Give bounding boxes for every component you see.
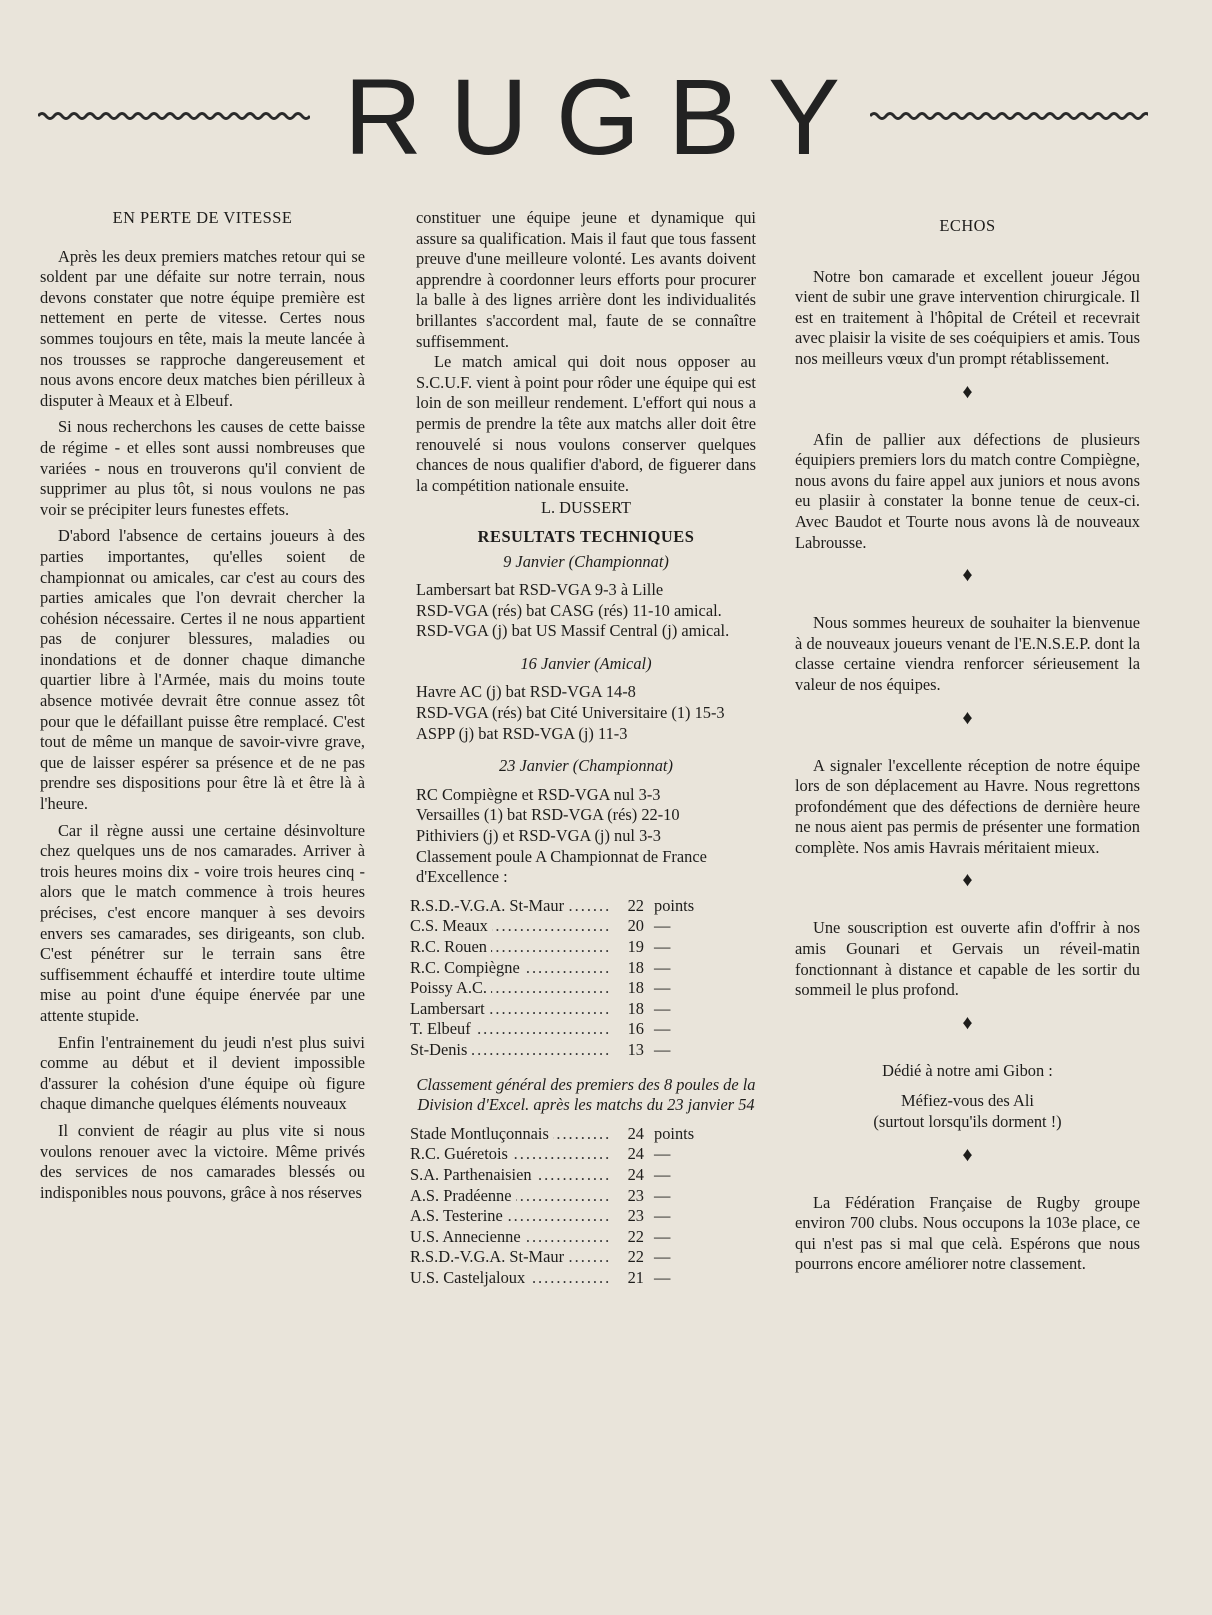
joke-line: (surtout lorsqu'ils dorment !) [873, 1112, 1062, 1132]
article-paragraph: Après les deux premiers matches retour qui se soldent par une défaite sur notre terrain, nous devons constater que notre équipe première est nettement en perte de vitesse. Certes nous sommes toujours en tête, mais la meute lancée à nos trousses se rapproche dangereusement et nous avons encore deux matches bien périlleux à disputer à Meaux et à Elbeuf. [40, 246, 365, 410]
points-unit: — [654, 957, 671, 977]
team-name: A.S. Pradéenne [410, 1186, 516, 1205]
team-name: Poissy A.C. [410, 978, 491, 997]
table-row [410, 1206, 714, 1227]
article-paragraph: Le match amical qui doit nous opposer au S.C.U.F. vient à point pour rôder une équipe qui est loin de son meilleur rendement. L'effort qui nous a permis de prendre la tête aux matchs aller doit être renouvelé si nous voulons conserver quelques chances de nous qualifier d'abord, de figuerer dans la compétition nationale ensuite. [416, 352, 756, 495]
points-unit: — [654, 937, 671, 956]
result-line: Versailles (1) bat RSD-VGA (rés) 22-10 [416, 805, 680, 825]
general-standings-intro: Classement général des premiers des 8 poules de la Division d'Excel. après les matchs du 23 janvier 54 [416, 1074, 756, 1115]
result-line: RSD-VGA (j) bat US Massif Central (j) amical. [416, 621, 730, 641]
column-results [410, 208, 756, 1303]
table-row [410, 896, 714, 917]
diamond-separator-icon: ♦ [962, 380, 973, 403]
team-name: A.S. Testerine [410, 1206, 507, 1225]
team-name: St-Denis [410, 1040, 471, 1059]
echo-item: Nous sommes heureux de souhaiter la bienvenue à de nouveaux joueurs venant de l'E.N.S.E.P. dont la classe certaine viendra renforcer sérieusement la valeur de nos équipes. [795, 613, 1140, 694]
table-row [410, 1165, 714, 1186]
result-group [416, 580, 756, 642]
points-unit: — [654, 1164, 671, 1184]
diamond-separator-icon: ♦ [962, 1011, 973, 1034]
result-group [416, 785, 756, 847]
team-name: R.C. Guéretois [410, 1144, 512, 1163]
article-paragraph: constituer une équipe jeune et dynamique qui assure sa qualification. Mais il faut que tous fassent preuve d'une meilleure volonté. Les avants doivent apprendre à coordonner leurs efforts pour procurer la balle à des lignes arrière dont les individualités brillantes s'accordent mal, faute de se connaître suffisemment. [416, 208, 756, 351]
points-unit: — [654, 1039, 671, 1059]
team-points: 22 [627, 1247, 644, 1267]
pool-standings-intro: Classement poule A Championnat de France d'Excellence : [416, 846, 707, 887]
article-paragraph: Car il règne aussi une certaine désinvolture chez quelques uns de nos camarades. Arriver à trois heures moins dix - voire trois heures cinq - alors que le match commence à trois heures précises, c'est encore manquer à ses devoirs envers ses camarades, ses dirigeants, son club. C'est pénétrer sur le terrain sans être suffisemment échauffé et interdire toute ultime mise au point d'une équipe énervée par une attente stupide. [40, 820, 365, 1025]
points-unit: — [654, 1019, 671, 1039]
result-line: Havre AC (j) bat RSD-VGA 14-8 [416, 682, 636, 702]
team-points: 22 [627, 895, 644, 915]
team-name: R.C. Rouen [410, 937, 491, 956]
points-unit: — [654, 1226, 671, 1246]
table-row [410, 1040, 714, 1061]
team-points: 24 [627, 1123, 644, 1143]
points-unit: — [654, 998, 671, 1018]
column-echos [795, 208, 1140, 1275]
points-unit: — [654, 1267, 671, 1287]
echo-item: Afin de pallier aux défections de plusieurs équipiers premiers lors du match contre Compiègne, nous avons du faire appel aux juniors et nous avons eu plasiir à constater la bonne tenue de ceux-ci. Avec Baudot et Tourte nous avons là de nouveaux Labrousse. [795, 429, 1140, 552]
general-standings-table [410, 1124, 714, 1289]
table-row [410, 916, 714, 937]
points-unit: — [654, 916, 671, 936]
table-row [410, 1019, 714, 1040]
diamond-separator-icon: ♦ [962, 706, 973, 729]
team-name: R.C. Compiègne [410, 958, 524, 977]
points-unit: points [654, 895, 695, 915]
team-name: Lambersart [410, 999, 489, 1018]
results-heading: RESULTATS TECHNIQUES [477, 526, 695, 546]
article-paragraph: Il convient de réagir au plus vite si nous voulons renouer avec la victoire. Même privés des services de nos camarades blessés ou indisponibles nous pouvons, grâce à nos réserves [40, 1120, 365, 1202]
article-paragraph: Enfin l'entrainement du jeudi n'est plus suivi comme au début et il devient impossible d'assurer la cohésion d'une équipe où figure chaque dimanche quelques éléments nouveaux [40, 1032, 365, 1114]
result-line: Lambersart bat RSD-VGA 9-3 à Lille [416, 580, 664, 600]
result-line: ASPP (j) bat RSD-VGA (j) 11-3 [416, 723, 628, 743]
result-date: 23 Janvier (Championnat) [499, 756, 673, 776]
team-name: R.S.D.-V.G.A. St-Maur [410, 1247, 568, 1266]
diamond-separator-icon: ♦ [962, 564, 973, 587]
echo-item: Une souscription est ouverte afin d'offrir à nos amis Gounari et Gervais un réveil-matin fonctionnant à distance et capable de les sortir du sommeil le plus profond. [795, 918, 1140, 1000]
result-date: 16 Janvier (Amical) [520, 653, 652, 673]
team-name: U.S. Annecienne [410, 1227, 525, 1246]
team-points: 24 [627, 1144, 644, 1164]
echo-item: Notre bon camarade et excellent joueur Jégou vient de subir une grave intervention chirurgicale. Il est en traitement à l'hôpital de Créteil et recevrait avec plaisir la visite de ses coéquipiers et amis. Tous nos meilleurs vœux d'un prompt rétablissement. [795, 266, 1140, 368]
team-name: Stade Montluçonnais [410, 1124, 553, 1143]
table-row [410, 1124, 714, 1145]
table-row [410, 1186, 714, 1207]
echo-item: A signaler l'excellente réception de notre équipe lors de son déplacement au Havre. Nous regrettons profondément que des défections de dernière heure ne nous aient pas permis de présenter une formation complète. Nos amis Havrais méritaient mieux. [795, 755, 1140, 857]
result-line: RSD-VGA (rés) bat Cité Universitaire (1) 15-3 [416, 703, 725, 723]
table-row [410, 1144, 714, 1165]
team-name: T. Elbeuf [410, 1019, 475, 1038]
table-row [410, 1247, 714, 1268]
author-signature: L. DUSSERT [540, 498, 632, 518]
echos-heading: ECHOS [939, 216, 996, 235]
team-points: 18 [627, 998, 644, 1018]
table-row [410, 1227, 714, 1248]
team-points: 18 [627, 978, 644, 998]
team-points: 24 [627, 1164, 644, 1184]
points-unit: — [654, 1247, 671, 1267]
diamond-separator-icon: ♦ [962, 1143, 973, 1166]
points-unit: — [654, 1144, 671, 1164]
team-points: 16 [627, 1019, 644, 1039]
masthead [0, 56, 1212, 177]
team-points: 23 [627, 1206, 644, 1226]
points-unit: — [654, 1185, 671, 1205]
right-wave-rule [870, 110, 1148, 122]
team-points: 18 [627, 957, 644, 977]
joke-line: Méfiez-vous des Ali [901, 1091, 1034, 1111]
team-points: 21 [627, 1267, 644, 1287]
diamond-separator-icon: ♦ [962, 869, 973, 892]
team-points: 13 [627, 1039, 644, 1059]
article-paragraph: D'abord l'absence de certains joueurs à des parties importantes, qu'elles soient de championnat ou amicales, car c'est au cours des parties amicales que l'on devrait chercher la cohésion nécessaire. Certes il ne nous appartient pas de conjurer blessures, maladies ou inondations et de donner chaque dimanche quartier libre à l'Armée, mais du moins toute absence motivée devrait être connue assez tôt pour que le défaillant puisse être remplacé. C'est tout de même un manque de savoir-vivre grave, que de laisser espérer sa présence et de ne pas prendre ses dispositions pour être là et être là à l'heure. [40, 526, 365, 814]
team-points: 20 [627, 916, 644, 936]
team-name: C.S. Meaux [410, 916, 492, 935]
team-points: 23 [627, 1185, 644, 1205]
result-line: RC Compiègne et RSD-VGA nul 3-3 [416, 784, 661, 804]
result-line: RSD-VGA (rés) bat CASG (rés) 11-10 amical. [416, 600, 722, 620]
team-name: S.A. Parthenaisien [410, 1165, 536, 1184]
result-line: Pithiviers (j) et RSD-VGA (j) nul 3-3 [416, 826, 661, 846]
echo-item: La Fédération Française de Rugby groupe environ 700 clubs. Nous occupons la 103e place, ce qui n'est pas si mal que celà. Espérons que nous pourrons encore améliorer notre classement. [795, 1192, 1140, 1274]
table-row [410, 958, 714, 979]
points-unit: — [654, 978, 671, 998]
dedication-line: Dédié à notre ami Gibon : [882, 1060, 1053, 1080]
column-article [40, 208, 365, 1209]
article-paragraph: Si nous recherchons les causes de cette baisse de régime - et elles sont aussi nombreuses que variées - nous en trouverons qu'il convient de supprimer au plus tôt, si nous voulons ne pas voir se précipiter leurs funestes effets. [40, 417, 365, 519]
table-row [410, 1268, 714, 1289]
points-unit: — [654, 1206, 671, 1226]
pool-standings-table [410, 896, 714, 1061]
masthead-title: RUGBY [343, 56, 869, 177]
table-row [410, 978, 714, 999]
team-name: U.S. Casteljaloux [410, 1268, 529, 1287]
result-group [416, 682, 756, 744]
article-heading: EN PERTE DE VITESSE [112, 208, 293, 227]
points-unit: points [654, 1123, 695, 1143]
table-row [410, 999, 714, 1020]
result-date: 9 Janvier (Championnat) [503, 551, 669, 571]
table-row [410, 937, 714, 958]
team-name: R.S.D.-V.G.A. St-Maur [410, 896, 568, 915]
team-points: 22 [627, 1226, 644, 1246]
team-points: 19 [627, 937, 644, 956]
